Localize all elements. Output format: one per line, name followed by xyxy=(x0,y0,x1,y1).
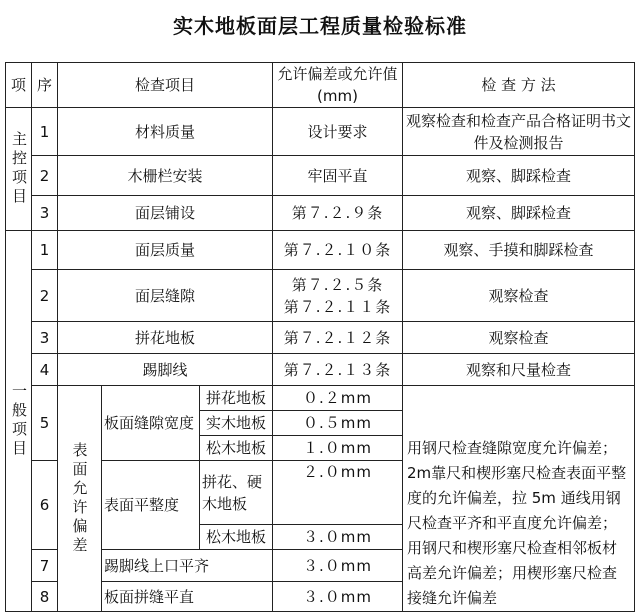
document-title: 实木地板面层工程质量检验标准 xyxy=(173,14,467,38)
row-no: 6 xyxy=(32,461,58,550)
sub-item: 拼花地板 xyxy=(200,386,273,411)
header-item: 检查项目 xyxy=(58,63,273,108)
row-value-line: 第７.２.１１条 xyxy=(283,297,392,316)
group-general-label: 一般项目 xyxy=(10,383,28,459)
table-row xyxy=(6,196,635,231)
quality-standard-table xyxy=(5,62,635,612)
sub-value: ２.０mm xyxy=(273,461,403,525)
group-main-cell xyxy=(6,108,32,231)
row-method: 观察检查 xyxy=(403,270,635,322)
row-method: 观察、手摸和脚踩检查 xyxy=(403,231,635,270)
table-row xyxy=(6,156,635,196)
sub-value: ３.０mm xyxy=(273,582,403,612)
row-item: 板面缝隙宽度 xyxy=(102,386,200,461)
sub-item: 松木地板 xyxy=(200,525,273,550)
row-no: 4 xyxy=(32,354,58,386)
row-no: 5 xyxy=(32,386,58,461)
header-method: 检 查 方 法 xyxy=(403,63,635,108)
sub-value: ０.２mm xyxy=(273,386,403,411)
row-item: 表面平整度 xyxy=(102,461,200,550)
row-no: 1 xyxy=(32,108,58,156)
row-method: 观察检查 xyxy=(403,322,635,354)
table-row xyxy=(6,108,635,156)
row-item: 踢脚线上口平齐 xyxy=(102,550,273,582)
row-value: 第７.２.１２条 xyxy=(273,322,403,354)
header-tolerance: 允许偏差或允许值(mm) xyxy=(273,63,403,108)
row-no: 3 xyxy=(32,322,58,354)
sub-value: ３.０mm xyxy=(273,525,403,550)
group-general-cell xyxy=(6,231,32,612)
row-method: 观察、脚踩检查 xyxy=(403,196,635,231)
row-item: 板面拼缝平直 xyxy=(102,582,273,612)
group-main-label: 主控项目 xyxy=(10,131,28,207)
row-value: 第７.２.１３条 xyxy=(273,354,403,386)
sub-item: 实木地板 xyxy=(200,411,273,436)
sub-item: 松木地板 xyxy=(200,436,273,461)
row-no: 1 xyxy=(32,231,58,270)
sub-value: ０.５mm xyxy=(273,411,403,436)
row-method: 观察和尺量检查 xyxy=(403,354,635,386)
row-value: 第７.２.９条 xyxy=(273,196,403,231)
table-row xyxy=(6,322,635,354)
row-item: 面层缝隙 xyxy=(58,270,273,322)
row-value-line: 第７.２.５条 xyxy=(291,275,384,294)
row-value xyxy=(273,270,403,322)
row-item: 木栅栏安装 xyxy=(58,156,273,196)
row-value: 牢固平直 xyxy=(273,156,403,196)
group-surface-cell xyxy=(58,386,102,612)
table-row xyxy=(6,270,635,322)
sub-item: 拼花、硬木地板 xyxy=(200,461,273,525)
row-no: 7 xyxy=(32,550,58,582)
sub-value: １.０mm xyxy=(273,436,403,461)
row-item: 踢脚线 xyxy=(58,354,273,386)
table-row xyxy=(6,386,635,411)
table-row xyxy=(6,231,635,270)
header-category: 项 xyxy=(6,63,32,108)
row-item: 面层铺设 xyxy=(58,196,273,231)
row-item: 拼花地板 xyxy=(58,322,273,354)
table-row xyxy=(6,354,635,386)
row-no: 8 xyxy=(32,582,58,612)
row-no: 3 xyxy=(32,196,58,231)
tolerance-method: 用钢尺检查缝隙宽度允许偏差；2m靠尺和楔形塞尺检查表面平整度的允许偏差，拉 5m 通线用钢尺检查平齐和平直度允许偏差；用钢尺和楔形塞尺检查相邻板材高差允许偏差；用楔形塞尺检查接缝允许偏差 xyxy=(403,386,635,612)
sub-value: ３.０mm xyxy=(273,550,403,582)
row-method: 观察检查和检查产品合格证明书文件及检测报告 xyxy=(403,108,635,156)
row-item: 材料质量 xyxy=(58,108,273,156)
header-seq: 序 xyxy=(32,63,58,108)
header-row xyxy=(6,63,635,108)
row-no: 2 xyxy=(32,156,58,196)
row-value: 第７.２.１０条 xyxy=(273,231,403,270)
row-no: 2 xyxy=(32,270,58,322)
row-item: 面层质量 xyxy=(58,231,273,270)
row-value: 设计要求 xyxy=(273,108,403,156)
group-surface-text: 表面允许偏差 xyxy=(70,441,89,556)
row-method: 观察、脚踩检查 xyxy=(403,156,635,196)
